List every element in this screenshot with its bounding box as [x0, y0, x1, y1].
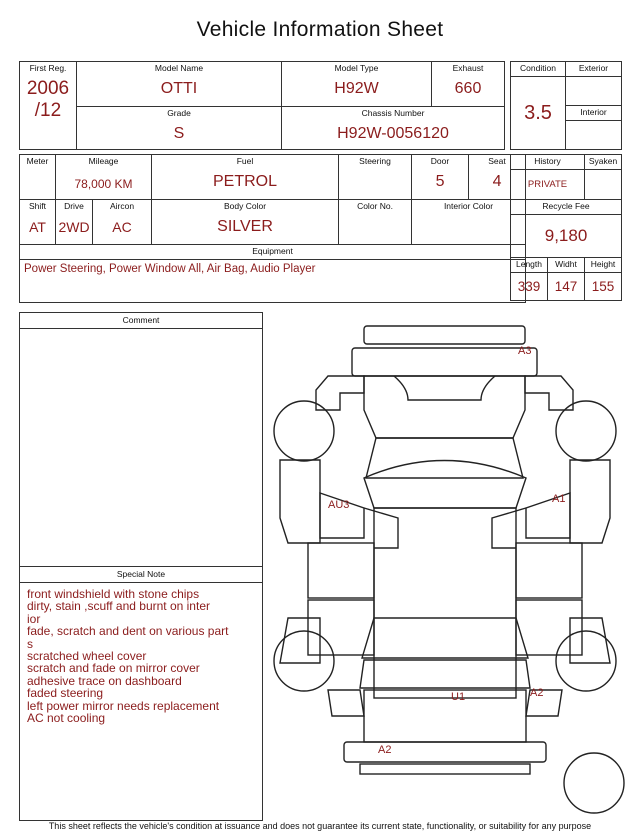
aircon-cell: Aircon AC [93, 200, 151, 244]
condition-table [510, 61, 622, 150]
seat-value: 4 [492, 173, 502, 190]
special-note-panel [19, 566, 263, 821]
rear-window [360, 660, 530, 688]
damage-mark-a3: A3 [518, 345, 532, 357]
mileage-cell: Mileage 78,000 KM [56, 155, 152, 200]
rear-bumper-lower [360, 764, 530, 774]
comment-panel [19, 312, 263, 567]
hood-detail [394, 376, 495, 400]
exhaust-cell [432, 62, 505, 107]
right-rear-quarter [570, 618, 610, 663]
special-note-text: front windshield with stone chips dirty, stain ,scuff and burnt on inter ior fade, scratch and dent on various part s scratched wheel cover scratch and fade on mirror cover adhesive trace on dashboard faded steering left power mirror needs replacement AC not cooling [27, 587, 229, 726]
sheet-title: Vehicle Information Sheet [196, 18, 444, 41]
left-tail-light [328, 690, 364, 716]
spare-tire [564, 753, 624, 813]
condition-header: Condition [511, 62, 566, 77]
interior-header: Interior [566, 106, 622, 121]
model-type-label: Model Type [334, 63, 379, 73]
mileage-value: 78,000 KM [74, 177, 133, 191]
syaken-cell [585, 170, 622, 200]
equipment-header: Equipment [20, 245, 526, 260]
windshield-frame [366, 438, 523, 478]
side-info-table [510, 154, 622, 301]
height-cell: 155 [585, 273, 622, 301]
width-header: Widht [548, 258, 585, 273]
special-note-header: Special Note [20, 567, 262, 583]
aircon-value: AC [112, 219, 132, 235]
condition-score: 3.5 [524, 102, 552, 124]
front-right-corner [525, 376, 573, 410]
drive-aircon-cell [56, 200, 152, 245]
condition-score-cell [511, 77, 566, 150]
shift-cell: Shift AT [20, 200, 56, 245]
model-name-label: Model Name [154, 63, 204, 73]
damage-mark-a2-bottom: A2 [378, 744, 392, 756]
equipment-value: Power Steering, Power Window All, Air Bag, Audio Player [24, 263, 316, 275]
recycle-header: Recycle Fee [511, 200, 622, 215]
exterior-header: Exterior [566, 62, 622, 77]
right-front-door [516, 543, 582, 598]
windshield [364, 461, 526, 509]
comment-header: Comment [20, 313, 262, 329]
front-left-corner [316, 376, 364, 410]
chassis-value: H92W-0056120 [337, 125, 449, 142]
interior-color-cell: Interior Color [412, 200, 526, 245]
model-name-cell [77, 62, 282, 107]
model-type-cell [282, 62, 432, 107]
grade-label: Grade [167, 108, 191, 118]
first-reg-label: First Reg. [29, 63, 67, 73]
seat-cell: Seat 4 [469, 155, 526, 200]
syaken-header: Syaken [585, 155, 622, 170]
grade-value: S [173, 125, 185, 142]
rear-window-frame [362, 618, 528, 658]
recycle-value: 9,180 [544, 226, 588, 245]
exterior-value-cell [566, 77, 622, 106]
model-name-value: OTTI [160, 80, 198, 97]
drive-cell: Drive 2WD [56, 200, 93, 244]
history-value: PRIVATE [527, 179, 568, 190]
first-reg-year: 2006 [26, 78, 70, 99]
front-left-wheel [274, 401, 334, 461]
front-bumper [364, 326, 525, 344]
interior-value-cell [566, 121, 622, 150]
grade-cell [77, 107, 282, 150]
length-header: Length [511, 258, 548, 273]
meter-cell: Meter [20, 155, 56, 200]
first-reg-cell [20, 62, 77, 150]
exhaust-value: 660 [454, 80, 482, 97]
chassis-cell [282, 107, 505, 150]
fuel-cell: Fuel PETROL [152, 155, 339, 200]
history-cell [511, 170, 585, 200]
front-right-wheel [556, 401, 616, 461]
drive-value: 2WD [58, 219, 90, 235]
right-front-window [492, 508, 526, 548]
height-header: Height [585, 258, 622, 273]
body-color-cell: Body Color SILVER [152, 200, 339, 245]
top-info-table [19, 61, 505, 150]
front-grille [352, 348, 537, 376]
roof [374, 508, 516, 698]
width-cell: 147 [548, 273, 585, 301]
mid-info-table [19, 154, 526, 303]
body-color-value: SILVER [217, 218, 273, 235]
left-front-window [364, 508, 398, 548]
shift-value: AT [29, 219, 46, 235]
left-rear-quarter [280, 618, 320, 663]
steering-cell: Steering [339, 155, 412, 200]
exhaust-label: Exhaust [452, 63, 484, 73]
right-rear-door [516, 600, 582, 655]
damage-mark-au3: AU3 [328, 499, 350, 511]
damage-mark-a1: A1 [552, 493, 566, 505]
hood [364, 376, 525, 438]
fuel-value: PETROL [213, 173, 278, 190]
equipment-cell [20, 260, 526, 303]
rear-bumper [344, 742, 546, 762]
first-reg-month: /12 [34, 100, 62, 121]
chassis-label: Chassis Number [361, 108, 425, 118]
right-front-fender [570, 460, 610, 543]
damage-mark-a2-right: A2 [530, 687, 544, 699]
rear-right-wheel [556, 631, 616, 691]
model-type-value: H92W [334, 80, 379, 97]
length-cell: 339 [511, 273, 548, 301]
left-front-fender [280, 460, 320, 543]
car-damage-diagram [268, 318, 628, 818]
history-header: History [511, 155, 585, 170]
door-cell: Door 5 [412, 155, 469, 200]
color-no-cell: Color No. [339, 200, 412, 245]
left-rear-door [308, 600, 374, 655]
disclaimer-footer: This sheet reflects the vehicle's condition at issuance and does not guarantee its current state, functionality, or suitability for any purpose [48, 821, 592, 831]
damage-mark-u1: U1 [451, 691, 466, 703]
recycle-cell [511, 215, 622, 258]
rear-left-wheel [274, 631, 334, 691]
left-front-door [308, 543, 374, 598]
door-value: 5 [435, 173, 445, 190]
